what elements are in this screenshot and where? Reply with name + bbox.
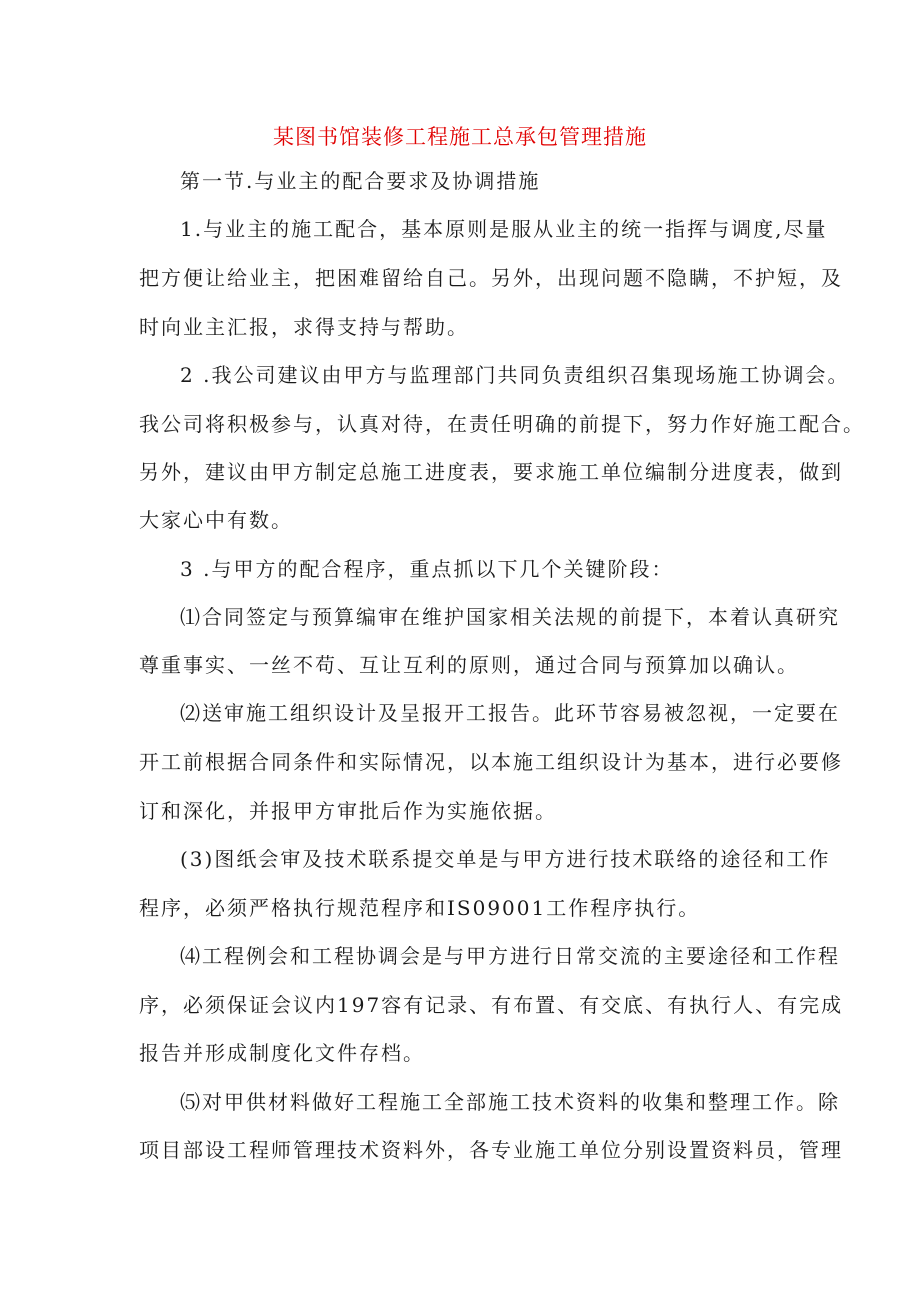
paragraph-line: ⑷工程例会和工程协调会是与甲方进行日常交流的主要途径和工作程 xyxy=(180,944,840,968)
paragraph-line: 序，必须保证会议内197容有记录、有布置、有交底、有执行人、有完成 xyxy=(139,993,844,1017)
paragraph-line: 我公司将积极参与，认真对待，在责任明确的前提下，努力作好施工配合。 xyxy=(139,412,865,436)
paragraph-line: 开工前根据合同条件和实际情况，以本施工组织设计为基本，进行必要修 xyxy=(139,750,843,774)
paragraph-line: (3)图纸会审及技术联系提交单是与甲方进行技术联络的途径和工作 xyxy=(180,847,831,871)
paragraph-line: 报告并形成制度化文件存档。 xyxy=(139,1041,425,1065)
paragraph-line: ⑸对甲供材料做好工程施工全部施工技术资料的收集和整理工作。除 xyxy=(180,1090,840,1114)
paragraph-line: 3 .与甲方的配合程序，重点抓以下几个关键阶段： xyxy=(180,557,674,581)
paragraph-line: 项目部设工程师管理技术资料外，各专业施工单位分别设置资料员，管理 xyxy=(139,1138,843,1162)
section-heading: 第一节.与业主的配合要求及协调措施 xyxy=(180,169,541,193)
paragraph-line: 把方便让给业主，把困难留给自己。另外，出现问题不隐瞒，不护短，及 xyxy=(139,266,843,290)
document-title: 某图书馆装修工程施工总承包管理措施 xyxy=(273,125,647,149)
paragraph-line: 尊重事实、一丝不苟、互让互利的原则，通过合同与预算加以确认。 xyxy=(139,653,799,677)
paragraph-line: 订和深化，并报甲方审批后作为实施依据。 xyxy=(139,799,557,823)
paragraph-line: ⑴合同签定与预算编审在维护国家相关法规的前提下，本着认真研究 xyxy=(180,605,840,629)
paragraph-line: 2 .我公司建议由甲方与监理部门共同负责组织召集现场施工协调会。 xyxy=(180,363,850,387)
paragraph-line: 程序，必须严格执行规范程序和IS09001工作程序执行。 xyxy=(139,896,701,920)
paragraph-line: 大家心中有数。 xyxy=(139,508,293,532)
paragraph-line: ⑵送审施工组织设计及呈报开工报告。此环节容易被忽视，一定要在 xyxy=(180,701,840,725)
paragraph-line: 时向业主汇报，求得支持与帮助。 xyxy=(139,315,469,339)
paragraph-line: 1.与业主的施工配合，基本原则是服从业主的统一指挥与调度,尽量 xyxy=(180,217,828,241)
paragraph-line: 另外，建议由甲方制定总施工进度表，要求施工单位编制分进度表，做到 xyxy=(139,460,843,484)
